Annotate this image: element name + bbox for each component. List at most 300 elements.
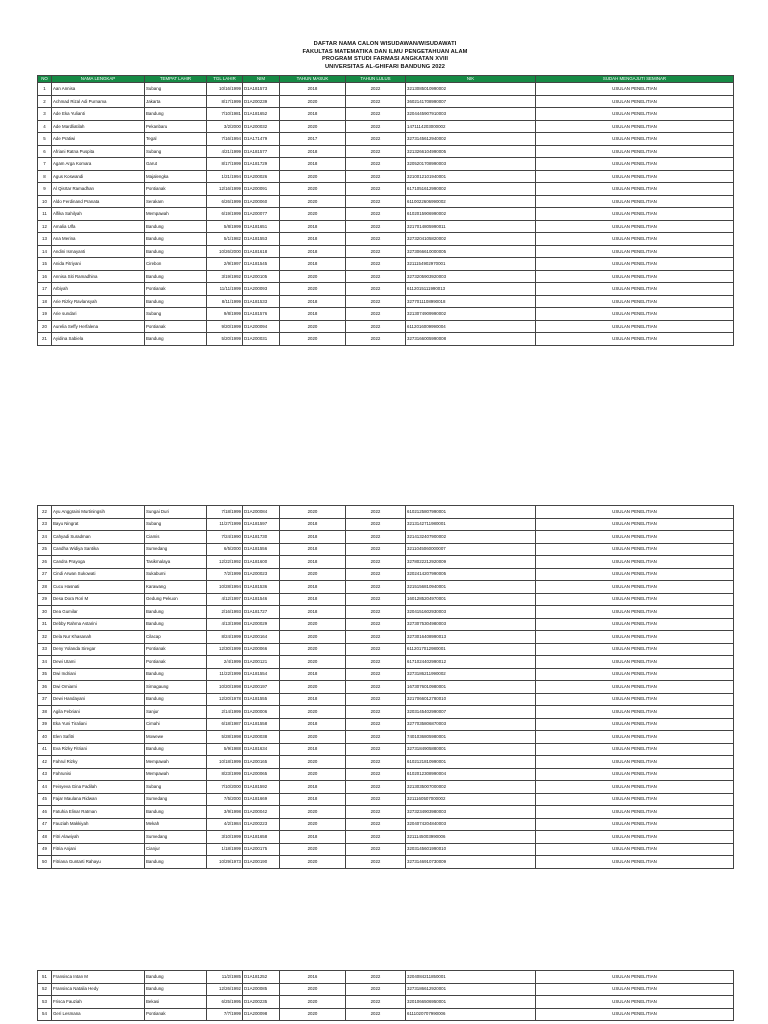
year-entered-cell: 2020: [280, 506, 346, 519]
table-row: [38, 120, 734, 133]
row-number-cell: 51: [38, 971, 52, 984]
full-name-cell: Ade Pratiwi: [52, 133, 145, 146]
full-name-cell: Candra Prayoga: [52, 556, 145, 569]
student-id-cell: D1A200006: [243, 706, 280, 719]
year-graduated-cell: 2022: [346, 983, 406, 996]
table-row: [38, 245, 734, 258]
full-name-cell: Ayu Anggraini Murtiningsih: [52, 506, 145, 519]
col-header-year-in: TAHUN MASUK: [280, 75, 346, 83]
table-row: [38, 295, 734, 308]
birthplace-cell: Bandung: [145, 693, 207, 706]
seminar-status-cell: USULAN PENELITIAN: [536, 718, 734, 731]
birthplace-cell: Bandung: [145, 270, 207, 283]
full-name-cell: Al Qisrtar Ramadhan: [52, 183, 145, 196]
row-number-cell: 12: [38, 220, 52, 233]
student-id-cell: D1A200197: [243, 681, 280, 694]
birthplace-cell: Bandung: [145, 856, 207, 869]
birthdate-cell: 7/10/1981: [207, 108, 243, 121]
table-header-row: [38, 75, 734, 83]
table-row: [38, 531, 734, 544]
birthdate-cell: 10/29/1973: [207, 856, 243, 869]
year-entered-cell: 2018: [280, 793, 346, 806]
row-number-cell: 43: [38, 768, 52, 781]
table-row: [38, 831, 734, 844]
row-number-cell: 1: [38, 83, 52, 96]
student-id-cell: D1A181533: [243, 295, 280, 308]
birthdate-cell: 5/8/1999: [207, 220, 243, 233]
row-number-cell: 37: [38, 693, 52, 706]
year-graduated-cell: 2022: [346, 743, 406, 756]
student-id-cell: D1A200239: [243, 95, 280, 108]
year-graduated-cell: 2022: [346, 581, 406, 594]
full-name-cell: Geri Lesmana: [52, 1008, 145, 1021]
row-number-cell: 34: [38, 656, 52, 669]
national-id-cell: 3273186211990002: [406, 668, 536, 681]
year-entered-cell: 2020: [280, 806, 346, 819]
year-graduated-cell: 2022: [346, 1008, 406, 1021]
student-id-cell: D1A181618: [243, 245, 280, 258]
birthdate-cell: 12/22/1992: [207, 556, 243, 569]
year-entered-cell: 2020: [280, 818, 346, 831]
year-entered-cell: 2018: [280, 220, 346, 233]
student-id-cell: D1A181652: [243, 108, 280, 121]
year-entered-cell: 2020: [280, 731, 346, 744]
student-id-cell: D1A181600: [243, 556, 280, 569]
seminar-status-cell: USULAN PENELITIAN: [536, 556, 734, 569]
table-row: [38, 170, 734, 183]
birthdate-cell: 7/7/1999: [207, 1008, 243, 1021]
national-id-cell: 3273146910730009: [406, 856, 536, 869]
birthdate-cell: 9/20/1999: [207, 320, 243, 333]
page-1: [37, 41, 733, 346]
year-graduated-cell: 2022: [346, 108, 406, 121]
year-graduated-cell: 2022: [346, 233, 406, 246]
year-graduated-cell: 2022: [346, 656, 406, 669]
birthdate-cell: 6/18/1987: [207, 718, 243, 731]
birthplace-cell: Subang: [145, 308, 207, 321]
national-id-cell: 3213074909990002: [406, 308, 536, 321]
seminar-status-cell: USULAN PENELITIAN: [536, 971, 734, 984]
national-id-cell: 7401036805980001: [406, 731, 536, 744]
row-number-cell: 4: [38, 120, 52, 133]
student-id-cell: D1A200085: [243, 983, 280, 996]
seminar-status-cell: USULAN PENELITIAN: [536, 133, 734, 146]
birthdate-cell: 10/26/2000: [207, 245, 243, 258]
table-row: [38, 631, 734, 644]
student-id-cell: D1A181592: [243, 781, 280, 794]
seminar-status-cell: USULAN PENELITIAN: [536, 245, 734, 258]
full-name-cell: Agila Febriani: [52, 706, 145, 719]
seminar-status-cell: USULAN PENELITIAN: [536, 568, 734, 581]
year-entered-cell: 2018: [280, 108, 346, 121]
table-row: [38, 618, 734, 631]
student-id-cell: D1A181554: [243, 668, 280, 681]
year-entered-cell: 2020: [280, 996, 346, 1009]
year-entered-cell: 2020: [280, 283, 346, 296]
national-id-cell: 3203145402990007: [406, 706, 536, 719]
birthdate-cell: 6/25/1995: [207, 996, 243, 1009]
full-name-cell: Amalia Ulfa: [52, 220, 145, 233]
full-name-cell: Fauziah Makkiyah: [52, 818, 145, 831]
row-number-cell: 36: [38, 681, 52, 694]
national-id-cell: 3273205903920003: [406, 270, 536, 283]
year-entered-cell: 2016: [280, 971, 346, 984]
year-entered-cell: 2020: [280, 631, 346, 644]
birthplace-cell: Tasikmalaya: [145, 556, 207, 569]
year-entered-cell: 2020: [280, 120, 346, 133]
national-id-cell: 3273016408990013: [406, 631, 536, 644]
birthdate-cell: 12/16/1999: [207, 183, 243, 196]
table-row: [38, 220, 734, 233]
year-graduated-cell: 2022: [346, 518, 406, 531]
year-graduated-cell: 2022: [346, 793, 406, 806]
birthdate-cell: 11/27/1999: [207, 518, 243, 531]
table-row: [38, 768, 734, 781]
birthdate-cell: 12/26/1992: [207, 983, 243, 996]
year-entered-cell: 2018: [280, 308, 346, 321]
row-number-cell: 35: [38, 668, 52, 681]
year-graduated-cell: 2022: [346, 593, 406, 606]
birthplace-cell: Pontianak: [145, 1008, 207, 1021]
student-id-cell: D1A200098: [243, 1008, 280, 1021]
year-graduated-cell: 2022: [346, 996, 406, 1009]
student-id-cell: D1A200165: [243, 756, 280, 769]
year-graduated-cell: 2022: [346, 320, 406, 333]
seminar-status-cell: USULAN PENELITIAN: [536, 220, 734, 233]
row-number-cell: 29: [38, 593, 52, 606]
national-id-cell: 3273075304980003: [406, 618, 536, 631]
national-id-cell: 6102121810990001: [406, 756, 536, 769]
birthdate-cell: 2/16/1993: [207, 606, 243, 619]
birthdate-cell: 7/16/1994: [207, 133, 243, 146]
col-header-birthplace: TEMPAT LAHIR: [145, 75, 207, 83]
national-id-cell: 3213266104990005: [406, 145, 536, 158]
year-entered-cell: 2020: [280, 195, 346, 208]
row-number-cell: 44: [38, 781, 52, 794]
birthplace-cell: Sukabumi: [145, 568, 207, 581]
table-row: [38, 971, 734, 984]
row-number-cell: 17: [38, 283, 52, 296]
year-entered-cell: 2020: [280, 681, 346, 694]
year-entered-cell: 2018: [280, 668, 346, 681]
table-row: [38, 108, 734, 121]
seminar-status-cell: USULAN PENELITIAN: [536, 756, 734, 769]
birthdate-cell: 4/12/1997: [207, 593, 243, 606]
student-id-cell: D1A181730: [243, 531, 280, 544]
year-entered-cell: 2020: [280, 843, 346, 856]
year-graduated-cell: 2022: [346, 531, 406, 544]
full-name-cell: Fajar Maulana Ridwan: [52, 793, 145, 806]
year-graduated-cell: 2022: [346, 706, 406, 719]
birthdate-cell: 11/22/1999: [207, 668, 243, 681]
seminar-status-cell: USULAN PENELITIAN: [536, 693, 734, 706]
student-id-cell: D1A181545: [243, 258, 280, 271]
birthplace-cell: Bandung: [145, 333, 207, 346]
year-entered-cell: 2018: [280, 145, 346, 158]
birthplace-cell: Bandung: [145, 743, 207, 756]
national-id-cell: 3273184905880001: [406, 743, 536, 756]
seminar-status-cell: USULAN PENELITIAN: [536, 681, 734, 694]
full-name-cell: Fitri Alawiyah: [52, 831, 145, 844]
birthdate-cell: 7/10/2000: [207, 781, 243, 794]
birthplace-cell: Pontianak: [145, 643, 207, 656]
graduate-table-page-2: [37, 505, 734, 869]
full-name-cell: Agus Koswandi: [52, 170, 145, 183]
birthdate-cell: 4/21/1999: [207, 145, 243, 158]
row-number-cell: 27: [38, 568, 52, 581]
graduate-table-page-1: [37, 75, 734, 346]
seminar-status-cell: USULAN PENELITIAN: [536, 831, 734, 844]
year-graduated-cell: 2022: [346, 245, 406, 258]
student-id-cell: D1A181729: [243, 158, 280, 171]
table-row: [38, 806, 734, 819]
seminar-status-cell: USULAN PENELITIAN: [536, 643, 734, 656]
table-row: [38, 843, 734, 856]
full-name-cell: Aldo Ferdinand Pranata: [52, 195, 145, 208]
year-graduated-cell: 2022: [346, 120, 406, 133]
year-entered-cell: 2020: [280, 983, 346, 996]
document-header: [37, 41, 733, 72]
year-graduated-cell: 2022: [346, 568, 406, 581]
birthplace-cell: Cimahi: [145, 718, 207, 731]
student-id-cell: D1A181536: [243, 581, 280, 594]
student-id-cell: D1A200175: [243, 843, 280, 856]
national-id-cell: 3211154902970001: [406, 258, 536, 271]
row-number-cell: 13: [38, 233, 52, 246]
birthplace-cell: Bandung: [145, 233, 207, 246]
table-row: [38, 1008, 734, 1021]
year-graduated-cell: 2022: [346, 145, 406, 158]
row-number-cell: 5: [38, 133, 52, 146]
birthplace-cell: Bandung: [145, 606, 207, 619]
row-number-cell: 33: [38, 643, 52, 656]
table-row: [38, 270, 734, 283]
seminar-status-cell: USULAN PENELITIAN: [536, 731, 734, 744]
row-number-cell: 28: [38, 581, 52, 594]
table-row: [38, 83, 734, 96]
full-name-cell: Fahrul Rizky: [52, 756, 145, 769]
seminar-status-cell: USULAN PENELITIAN: [536, 996, 734, 1009]
birthdate-cell: 6/26/1999: [207, 195, 243, 208]
birthplace-cell: Subang: [145, 83, 207, 96]
national-id-cell: 6112015111990013: [406, 283, 536, 296]
seminar-status-cell: USULAN PENELITIAN: [536, 543, 734, 556]
col-header-year-out: TAHUN LULUS: [346, 75, 406, 83]
birthdate-cell: 5/20/1999: [207, 333, 243, 346]
full-name-cell: Fatuhia Elinar Ratman: [52, 806, 145, 819]
year-graduated-cell: 2022: [346, 183, 406, 196]
full-name-cell: Deny Yolanda Siregar: [52, 643, 145, 656]
year-entered-cell: 2020: [280, 568, 346, 581]
year-entered-cell: 2018: [280, 593, 346, 606]
national-id-cell: 3210012101940001: [406, 170, 536, 183]
full-name-cell: Candha Widiya Santika: [52, 543, 145, 556]
national-id-cell: 6171051612990002: [406, 183, 536, 196]
year-graduated-cell: 2022: [346, 643, 406, 656]
seminar-status-cell: USULAN PENELITIAN: [536, 706, 734, 719]
row-number-cell: 14: [38, 245, 52, 258]
full-name-cell: Andini Ismayanti: [52, 245, 145, 258]
table-row: [38, 593, 734, 606]
national-id-cell: 3204445907910003: [406, 108, 536, 121]
year-entered-cell: 2020: [280, 320, 346, 333]
national-id-cell: 3204074204840003: [406, 818, 536, 831]
national-id-cell: 3217014805990011: [406, 220, 536, 233]
year-entered-cell: 2020: [280, 270, 346, 283]
seminar-status-cell: USULAN PENELITIAN: [536, 768, 734, 781]
seminar-status-cell: USULAN PENELITIAN: [536, 308, 734, 321]
birthplace-cell: Bandung: [145, 983, 207, 996]
year-graduated-cell: 2022: [346, 668, 406, 681]
full-name-cell: Cucu Hasnati: [52, 581, 145, 594]
seminar-status-cell: USULAN PENELITIAN: [536, 518, 734, 531]
row-number-cell: 50: [38, 856, 52, 869]
student-id-cell: D1A200164: [243, 631, 280, 644]
birthplace-cell: Sirnagaung: [145, 681, 207, 694]
student-id-cell: D1A181252: [243, 971, 280, 984]
national-id-cell: 3211045060000007: [406, 543, 536, 556]
table-row: [38, 333, 734, 346]
student-id-cell: D1A181556: [243, 543, 280, 556]
row-number-cell: 42: [38, 756, 52, 769]
seminar-status-cell: USULAN PENELITIAN: [536, 618, 734, 631]
national-id-cell: 3201066506950001: [406, 996, 536, 1009]
national-id-cell: 3211145003990006: [406, 831, 536, 844]
birthplace-cell: Mempawah: [145, 756, 207, 769]
birthdate-cell: 4/13/1998: [207, 618, 243, 631]
national-id-cell: 3213085010990002: [406, 83, 536, 96]
birthplace-cell: Subang: [145, 145, 207, 158]
seminar-status-cell: USULAN PENELITIAN: [536, 656, 734, 669]
birthplace-cell: Pekanbaru: [145, 120, 207, 133]
birthdate-cell: 7/18/1999: [207, 506, 243, 519]
page-2: [37, 505, 733, 869]
full-name-cell: Arie sundari: [52, 308, 145, 321]
year-entered-cell: 2018: [280, 233, 346, 246]
year-graduated-cell: 2022: [346, 843, 406, 856]
year-entered-cell: 2018: [280, 718, 346, 731]
year-graduated-cell: 2022: [346, 95, 406, 108]
row-number-cell: 24: [38, 531, 52, 544]
birthdate-cell: 3/2/2000: [207, 120, 243, 133]
table-row: [38, 643, 734, 656]
seminar-status-cell: USULAN PENELITIAN: [536, 170, 734, 183]
national-id-cell: 3217066012780010: [406, 693, 536, 706]
national-id-cell: 1601285204970001: [406, 593, 536, 606]
table-row: [38, 283, 734, 296]
student-id-cell: D1A200190: [243, 856, 280, 869]
year-entered-cell: 2018: [280, 245, 346, 258]
national-id-cell: 3204151602930003: [406, 606, 536, 619]
student-id-cell: D1A200093: [243, 283, 280, 296]
year-graduated-cell: 2022: [346, 158, 406, 171]
table-row: [38, 145, 734, 158]
birthdate-cell: 12/30/1999: [207, 643, 243, 656]
full-name-cell: Arbiyah: [52, 283, 145, 296]
graduate-table-page-3: [37, 970, 734, 1021]
seminar-status-cell: USULAN PENELITIAN: [536, 120, 734, 133]
student-id-cell: D1A200223: [243, 818, 280, 831]
full-name-cell: Bayu Ningrat: [52, 518, 145, 531]
row-number-cell: 49: [38, 843, 52, 856]
table-row: [38, 718, 734, 731]
birthplace-cell: Mowewe: [145, 731, 207, 744]
national-id-cell: 3203145601990010: [406, 843, 536, 856]
row-number-cell: 23: [38, 518, 52, 531]
full-name-cell: Fransisca Intan M: [52, 971, 145, 984]
table-row: [38, 543, 734, 556]
row-number-cell: 40: [38, 731, 52, 744]
birthdate-cell: 8/11/1999: [207, 295, 243, 308]
student-id-cell: D1A200084: [243, 506, 280, 519]
birthplace-cell: Sumedang: [145, 831, 207, 844]
year-entered-cell: 2020: [280, 170, 346, 183]
table-row: [38, 320, 734, 333]
seminar-status-cell: USULAN PENELITIAN: [536, 1008, 734, 1021]
table-row: [38, 233, 734, 246]
national-id-cell: 3277035806870003: [406, 718, 536, 731]
birthdate-cell: 8/23/1999: [207, 768, 243, 781]
birthdate-cell: 4/2/1984: [207, 818, 243, 831]
seminar-status-cell: USULAN PENELITIAN: [536, 158, 734, 171]
birthplace-cell: Cirebon: [145, 258, 207, 271]
col-header-no: NO: [38, 75, 52, 83]
year-entered-cell: 2020: [280, 856, 346, 869]
birthplace-cell: Pontianak: [145, 656, 207, 669]
seminar-status-cell: USULAN PENELITIAN: [536, 233, 734, 246]
year-graduated-cell: 2022: [346, 731, 406, 744]
year-entered-cell: 2020: [280, 768, 346, 781]
seminar-status-cell: USULAN PENELITIAN: [536, 531, 734, 544]
row-number-cell: 15: [38, 258, 52, 271]
national-id-cell: 3214132407900002: [406, 531, 536, 544]
birthdate-cell: 7/5/2000: [207, 793, 243, 806]
year-entered-cell: 2020: [280, 183, 346, 196]
national-id-cell: 3213142711980001: [406, 518, 536, 531]
table-row: [38, 556, 734, 569]
year-entered-cell: 2020: [280, 333, 346, 346]
table-row: [38, 983, 734, 996]
national-id-cell: 3202414207990005: [406, 568, 536, 581]
birthdate-cell: 11/2/1985: [207, 971, 243, 984]
year-entered-cell: 2018: [280, 158, 346, 171]
table-row: [38, 606, 734, 619]
seminar-status-cell: USULAN PENELITIAN: [536, 743, 734, 756]
student-id-cell: D1A181651: [243, 220, 280, 233]
birthplace-cell: Cianjur: [145, 843, 207, 856]
full-name-cell: Arie Rizky Ravlansyah: [52, 295, 145, 308]
full-name-cell: Desa Dora Rori M: [52, 593, 145, 606]
year-entered-cell: 2018: [280, 543, 346, 556]
birthplace-cell: Bandung: [145, 295, 207, 308]
national-id-cell: 3273145612940002: [406, 133, 536, 146]
birthplace-cell: Bandung: [145, 971, 207, 984]
row-number-cell: 7: [38, 158, 52, 171]
year-graduated-cell: 2022: [346, 333, 406, 346]
seminar-status-cell: USULAN PENELITIAN: [536, 283, 734, 296]
year-entered-cell: 2020: [280, 1008, 346, 1021]
seminar-status-cell: USULAN PENELITIAN: [536, 818, 734, 831]
student-id-cell: D1A200042: [243, 806, 280, 819]
seminar-status-cell: USULAN PENELITIAN: [536, 258, 734, 271]
full-name-cell: Ana Merina: [52, 233, 145, 246]
header-line-1: DAFTAR NAMA CALON WISUDAWAN/WISUDAWATI: [313, 41, 457, 47]
student-id-cell: D1A200060: [243, 195, 280, 208]
row-number-cell: 16: [38, 270, 52, 283]
row-number-cell: 20: [38, 320, 52, 333]
year-graduated-cell: 2022: [346, 818, 406, 831]
student-id-cell: D1A200023: [243, 568, 280, 581]
